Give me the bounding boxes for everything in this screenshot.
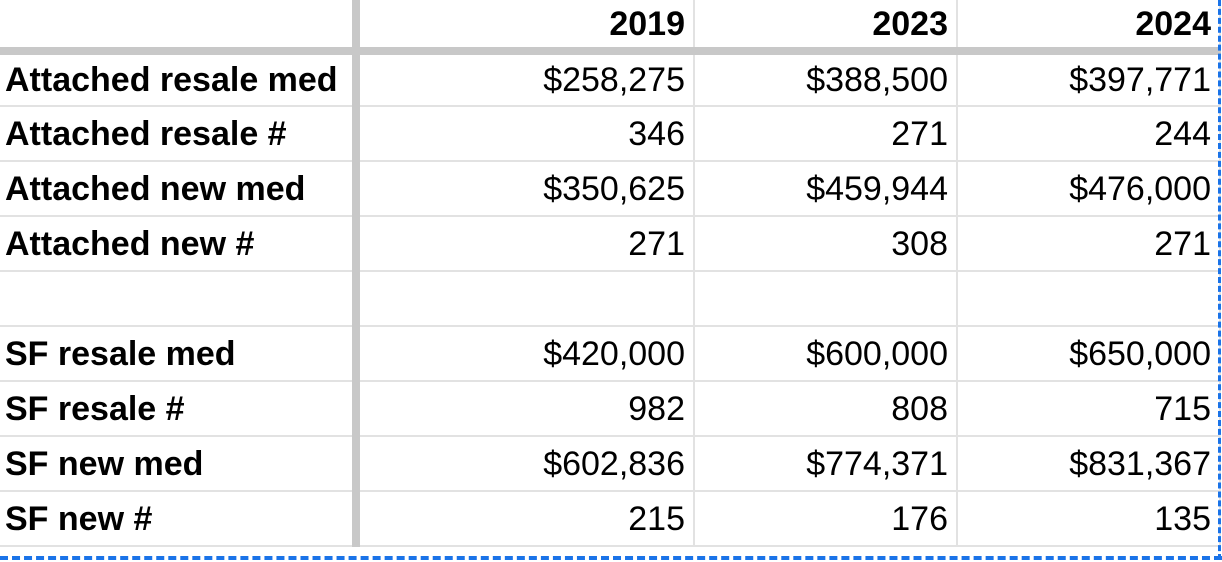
value-cell[interactable]: $397,771 [957,51,1220,106]
table-row [0,381,1220,436]
value-cell[interactable]: 271 [694,106,957,161]
value-cell[interactable]: 271 [957,216,1220,271]
value-cell[interactable]: 135 [957,491,1220,546]
value-cell[interactable]: 244 [957,106,1220,161]
header-row [0,0,1220,51]
header-cell-2024[interactable]: 2024 [957,0,1220,51]
table-row [0,326,1220,381]
value-cell[interactable]: $420,000 [356,326,694,381]
value-cell[interactable]: $459,944 [694,161,957,216]
copy-selection-border-right [1218,0,1221,560]
value-cell[interactable]: 215 [356,491,694,546]
value-cell[interactable]: 715 [957,381,1220,436]
value-cell[interactable]: $258,275 [356,51,694,106]
row-label-cell[interactable]: Attached resale med [0,51,356,106]
value-cell[interactable]: 308 [694,216,957,271]
value-cell[interactable]: 271 [356,216,694,271]
value-cell[interactable]: $650,000 [957,326,1220,381]
copy-selection-border-bottom [0,556,1222,560]
row-label-cell[interactable]: Attached new # [0,216,356,271]
row-label-cell[interactable]: SF new med [0,436,356,491]
value-cell[interactable]: 346 [356,106,694,161]
value-cell[interactable]: $831,367 [957,436,1220,491]
header-cell-empty[interactable] [0,0,356,51]
value-cell[interactable]: $602,836 [356,436,694,491]
value-cell[interactable]: $600,000 [694,326,957,381]
value-cell[interactable]: 982 [356,381,694,436]
table-row [0,491,1220,546]
row-label-cell[interactable]: SF new # [0,491,356,546]
table-row [0,51,1220,106]
row-label-cell[interactable]: Attached resale # [0,106,356,161]
value-cell[interactable]: $388,500 [694,51,957,106]
value-cell[interactable] [694,271,957,326]
value-cell[interactable]: $774,371 [694,436,957,491]
table-row [0,436,1220,491]
row-label-cell[interactable]: Attached new med [0,161,356,216]
value-cell[interactable]: $350,625 [356,161,694,216]
value-cell[interactable] [356,271,694,326]
value-cell[interactable] [957,271,1220,326]
table-row [0,161,1220,216]
header-cell-2019[interactable]: 2019 [356,0,694,51]
row-label-cell[interactable]: SF resale # [0,381,356,436]
value-cell[interactable]: 808 [694,381,957,436]
row-label-cell[interactable]: SF resale med [0,326,356,381]
row-label-cell[interactable] [0,271,356,326]
empty-row [0,271,1220,326]
value-cell[interactable]: $476,000 [957,161,1220,216]
header-cell-2023[interactable]: 2023 [694,0,957,51]
table-row [0,106,1220,161]
value-cell[interactable]: 176 [694,491,957,546]
table-row [0,216,1220,271]
